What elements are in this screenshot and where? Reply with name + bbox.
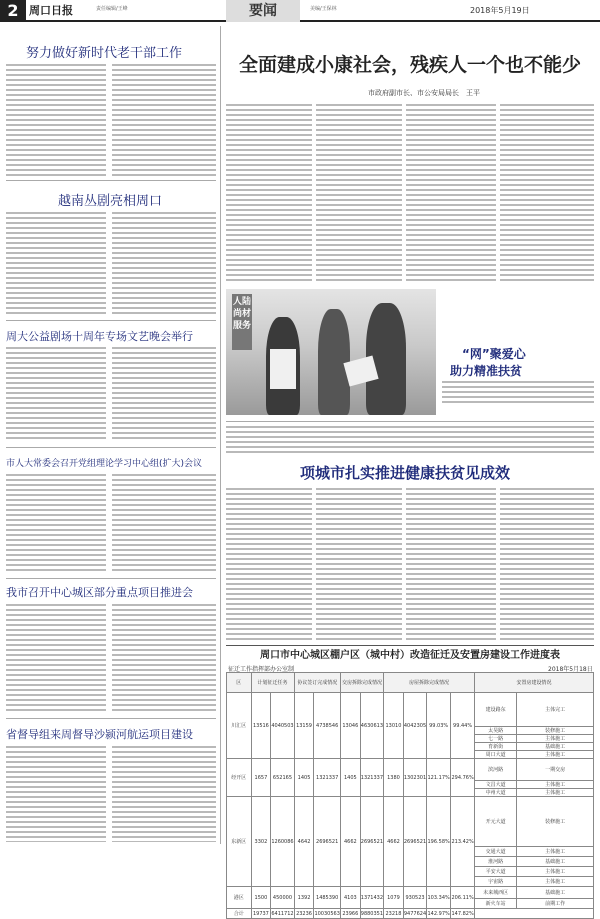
col-header: 区 (227, 673, 252, 693)
left-headline-1: 努力做好新时代老干部工作 (26, 46, 183, 61)
table-cell: 196.58% (427, 797, 451, 887)
project-name: 建设路东 (475, 693, 517, 727)
table-cell: 1500 (251, 887, 271, 909)
article-body (112, 212, 216, 316)
project-name: 中州大道 (475, 789, 517, 797)
table-cell: 1405 (294, 759, 314, 797)
table-cell: 213.42% (451, 797, 475, 887)
article-body (6, 347, 106, 441)
left-headline-3: 周大公益剧场十周年专场文艺晚会举行 (6, 330, 193, 343)
page-header (0, 0, 600, 22)
article-body (6, 746, 106, 842)
article-body (316, 488, 402, 642)
article-body (112, 474, 216, 574)
table-cell: 1485390 (314, 887, 340, 909)
project-status: 基础施工 (517, 887, 594, 899)
table-cell: 99.44% (451, 693, 475, 759)
project-status: 主体施工 (517, 847, 594, 857)
table-cell: 4103 (340, 887, 360, 909)
article-body (226, 104, 312, 282)
table-cell: 1079 (384, 887, 404, 909)
project-name: 周口大道 (475, 751, 517, 759)
editor-right: 美编/王保林 (310, 6, 337, 12)
table-cell: 1302301 (403, 759, 426, 797)
project-status: 主体施工 (517, 751, 594, 759)
project-name: 宇宙路 (475, 877, 517, 887)
article-body (6, 212, 106, 316)
col-header: 计划征迁任务 (251, 673, 294, 693)
project-status: 装修施工 (517, 797, 594, 847)
table-cell: 147.82% (451, 910, 474, 917)
col-header: 房屋拆除完成情况 (384, 673, 475, 693)
table-cell: 经开区 (227, 759, 252, 797)
second-headline: 项城市扎实推进健康扶贫见成效 (300, 464, 511, 482)
table-cell: 1321337 (314, 759, 340, 797)
article-body (6, 64, 106, 176)
main-headline: 全面建成小康社会，残疾人一个也不能少 (238, 54, 581, 76)
project-status: 主体完工 (517, 693, 594, 727)
table-cell: 2696521 (314, 797, 340, 887)
table-cell: 13159 (294, 693, 314, 759)
table-source: 征迁工作指挥部办公室制 (228, 666, 295, 673)
divider (6, 718, 216, 719)
table-cell: 10030563 (314, 910, 340, 917)
section-title: 要闻 (226, 0, 300, 22)
table-cell: 1321337 (360, 759, 383, 797)
table-cell: 4662 (384, 797, 404, 887)
table-cell: 23218 (385, 910, 402, 917)
left-headline-4: 市人大常委会召开党组理论学习中心组(扩大)会议 (6, 459, 203, 469)
table-cell: 9477624 (403, 910, 427, 917)
article-body (112, 347, 216, 441)
table-cell: 23236 (296, 910, 312, 917)
project-name: 文昌大道 (475, 781, 517, 789)
table-cell: 103.34% (427, 887, 451, 909)
divider (6, 447, 216, 448)
table-cell: 4040503 (271, 693, 294, 759)
photo-caption (442, 381, 594, 405)
left-headline-2: 越南丛剧亮相周口 (58, 194, 163, 209)
project-status: 主体施工 (517, 867, 594, 877)
table-row (227, 797, 594, 847)
table-cell: 13516 (251, 693, 271, 759)
page-number: 2 (0, 0, 26, 22)
article-body (112, 64, 216, 176)
table-row (227, 909, 594, 919)
table-cell: 121.17% (427, 759, 451, 797)
table-cell: 206.11% (451, 887, 475, 909)
table-cell: 4630613 (360, 693, 383, 759)
photo-banner: 人陆尚材服务 (232, 294, 252, 350)
table-date: 2018年5月18日 (548, 666, 593, 673)
divider (6, 180, 216, 181)
photo-caption-title-2: 助力精准扶贫 (450, 364, 523, 378)
col-header: 安置房建设情况 (475, 673, 594, 693)
main-byline: 市政府副市长、市公安局局长 王平 (368, 89, 480, 97)
table-cell: 3302 (251, 797, 271, 887)
table-cell: 4642 (294, 797, 314, 887)
project-name: 淮河路 (475, 857, 517, 867)
table-cell: 99.03% (427, 693, 451, 759)
left-headline-6: 省督导组来周督导沙颍河航运项目建设 (6, 728, 193, 741)
article-body (6, 474, 106, 574)
project-status: 基础施工 (517, 857, 594, 867)
article-body (500, 488, 594, 642)
divider (226, 421, 594, 422)
project-status: 主体施工 (517, 877, 594, 887)
table-cell: 港区 (227, 887, 252, 909)
project-name: 滨河路 (475, 759, 517, 781)
table-cell (475, 909, 594, 919)
table-cell: 652165 (271, 759, 294, 797)
article-body (406, 104, 496, 282)
table-cell: 4662 (340, 797, 360, 887)
table-cell: 2696521 (360, 797, 383, 887)
table-cell: 930523 (403, 887, 426, 909)
table-cell: 450000 (271, 887, 294, 909)
project-name: 七一路 (475, 735, 517, 743)
divider (226, 645, 594, 646)
table-row (227, 887, 594, 899)
table-row (227, 759, 594, 781)
left-headline-5: 我市召开中心城区部分重点项目推进会 (6, 586, 193, 599)
table-cell: 1260086 (271, 797, 294, 887)
column-divider (220, 26, 221, 844)
project-name: 未来城西区 (475, 887, 517, 899)
project-status: 一期交房 (517, 759, 594, 781)
table-cell: 1371432 (360, 887, 383, 909)
progress-table (226, 672, 594, 919)
table-cell: 1392 (294, 887, 314, 909)
article-body (406, 488, 496, 642)
col-header: 协议签订完成情况 (294, 673, 340, 693)
table-cell: 142.97% (427, 910, 450, 917)
issue-date: 2018年5月19日 (470, 6, 530, 15)
project-name: 太昊路 (475, 727, 517, 735)
editor-left: 责任编辑/王峰 (96, 6, 128, 12)
table-cell: 9880351 (360, 910, 384, 917)
project-name: 开元大道 (475, 797, 517, 847)
article-body (112, 746, 216, 842)
project-status: 主体施工 (517, 781, 594, 789)
project-status: 装修施工 (517, 727, 594, 735)
project-name: 交通大道 (475, 847, 517, 857)
table-cell: 19737 (252, 910, 269, 917)
table-cell: 2696521 (403, 797, 426, 887)
article-body (6, 604, 106, 714)
project-status: 主体施工 (517, 735, 594, 743)
table-cell: 294.76% (451, 759, 475, 797)
article-body (316, 104, 402, 282)
table-cell: 13010 (384, 693, 404, 759)
table-cell: 东新区 (227, 797, 252, 887)
table-cell: 6411712 (271, 910, 294, 917)
article-body (112, 604, 216, 714)
col-header: 交房拆除完成情况 (340, 673, 383, 693)
paper-name: 周口日报 (29, 4, 73, 17)
table-cell: 4738546 (314, 693, 340, 759)
article-body (226, 426, 594, 456)
table-cell: 1380 (384, 759, 404, 797)
article-body (500, 104, 594, 282)
photo-caption-title-1: “网”聚爱心 (462, 347, 526, 361)
project-status: 基础施工 (517, 743, 594, 751)
project-name: 平安大道 (475, 867, 517, 877)
divider (6, 578, 216, 579)
project-name: 育新街 (475, 743, 517, 751)
table-title: 周口市中心城区棚户区（城中村）改造征迁及安置房建设工作进度表 (260, 650, 560, 661)
table-cell: 13046 (340, 693, 360, 759)
table-cell: 合计 (227, 909, 252, 919)
project-status: 主体施工 (517, 789, 594, 797)
table-row (227, 693, 594, 727)
news-photo (226, 289, 436, 415)
project-status: 前期工作 (517, 899, 594, 909)
divider (6, 320, 216, 321)
table-cell: 1657 (251, 759, 271, 797)
table-cell: 1405 (340, 759, 360, 797)
table-cell: 4042305 (403, 693, 426, 759)
table-cell: 23966 (342, 910, 359, 917)
table-cell: 川汇区 (227, 693, 252, 759)
project-name: 新火车站 (475, 899, 517, 909)
article-body (226, 488, 312, 642)
